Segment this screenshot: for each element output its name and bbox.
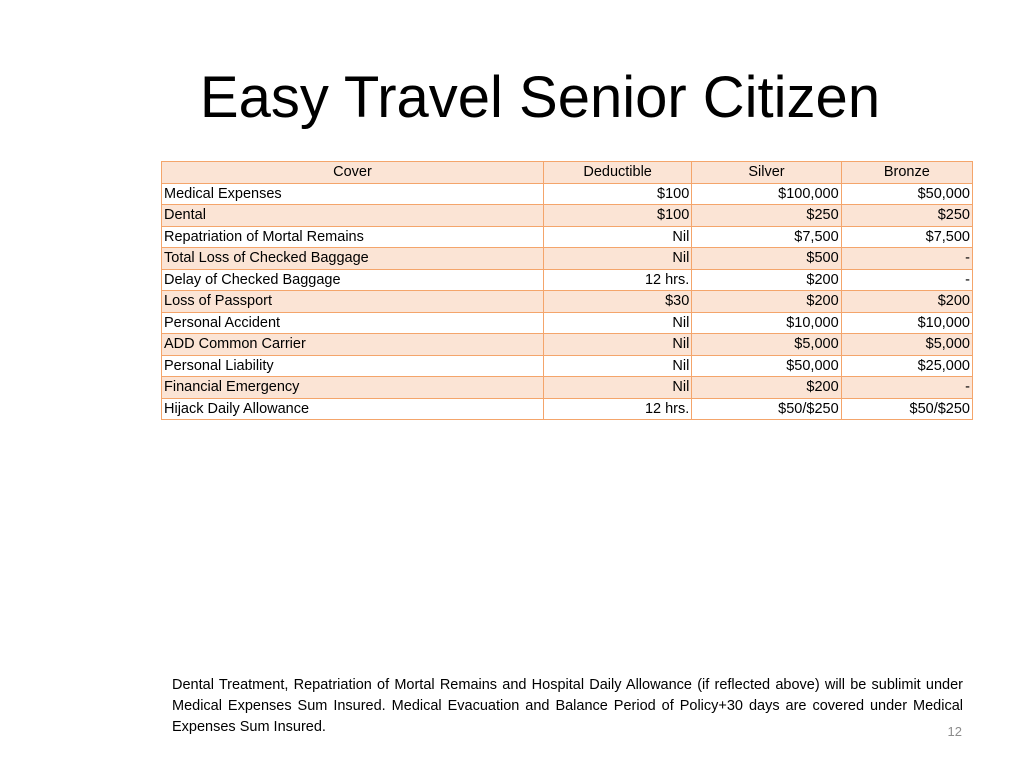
cell-silver: $250 (692, 205, 841, 227)
cell-bronze: $250 (841, 205, 972, 227)
cell-silver: $200 (692, 291, 841, 313)
cell-silver: $5,000 (692, 334, 841, 356)
cell-silver: $100,000 (692, 183, 841, 205)
cell-silver: $200 (692, 377, 841, 399)
cell-silver: $50/$250 (692, 398, 841, 420)
table-row (162, 334, 973, 356)
cell-bronze: $50,000 (841, 183, 972, 205)
cell-bronze: - (841, 377, 972, 399)
cell-silver: $7,500 (692, 226, 841, 248)
cell-bronze: $7,500 (841, 226, 972, 248)
table-row (162, 377, 973, 399)
table-row (162, 398, 973, 420)
header-bronze: Bronze (841, 162, 972, 184)
cell-bronze: $50/$250 (841, 398, 972, 420)
table-row (162, 312, 973, 334)
cell-bronze: - (841, 248, 972, 270)
cell-cover: Delay of Checked Baggage (162, 269, 544, 291)
cell-deductible: 12 hrs. (543, 398, 691, 420)
cell-silver: $50,000 (692, 355, 841, 377)
cell-deductible: Nil (543, 334, 691, 356)
cell-bronze: $25,000 (841, 355, 972, 377)
cell-deductible: $30 (543, 291, 691, 313)
cell-cover: Financial Emergency (162, 377, 544, 399)
cell-cover: Medical Expenses (162, 183, 544, 205)
cell-silver: $10,000 (692, 312, 841, 334)
cell-cover: Loss of Passport (162, 291, 544, 313)
cell-deductible: $100 (543, 205, 691, 227)
cell-silver: $200 (692, 269, 841, 291)
cell-bronze: - (841, 269, 972, 291)
cell-deductible: Nil (543, 355, 691, 377)
cell-deductible: 12 hrs. (543, 269, 691, 291)
page-number: 12 (947, 724, 962, 739)
cell-cover: Total Loss of Checked Baggage (162, 248, 544, 270)
cell-cover: Repatriation of Mortal Remains (162, 226, 544, 248)
table-row (162, 205, 973, 227)
table-row (162, 226, 973, 248)
cell-cover: Personal Liability (162, 355, 544, 377)
table-row (162, 269, 973, 291)
cell-deductible: $100 (543, 183, 691, 205)
footnote: Dental Treatment, Repatriation of Mortal Remains and Hospital Daily Allowance (if reflected above) will be sublimit under Medical Expenses Sum Insured. Medical Evacuation and Balance Period of Policy+30 days are covered under Medical Expenses Sum Insured. (172, 677, 963, 735)
cell-bronze: $5,000 (841, 334, 972, 356)
cell-deductible: Nil (543, 312, 691, 334)
cell-cover: Hijack Daily Allowance (162, 398, 544, 420)
header-deductible: Deductible (543, 162, 691, 184)
slide-title: Easy Travel Senior Citizen (199, 65, 881, 130)
table-row (162, 248, 973, 270)
cell-cover: ADD Common Carrier (162, 334, 544, 356)
cell-deductible: Nil (543, 377, 691, 399)
table-row (162, 291, 973, 313)
cell-cover: Dental (162, 205, 544, 227)
table-header-row (162, 162, 973, 184)
cell-deductible: Nil (543, 248, 691, 270)
cell-bronze: $200 (841, 291, 972, 313)
cell-deductible: Nil (543, 226, 691, 248)
cell-silver: $500 (692, 248, 841, 270)
table-row (162, 355, 973, 377)
header-silver: Silver (692, 162, 841, 184)
header-cover: Cover (162, 162, 544, 184)
cover-table (161, 161, 973, 420)
cell-cover: Personal Accident (162, 312, 544, 334)
table-row (162, 183, 973, 205)
cell-bronze: $10,000 (841, 312, 972, 334)
